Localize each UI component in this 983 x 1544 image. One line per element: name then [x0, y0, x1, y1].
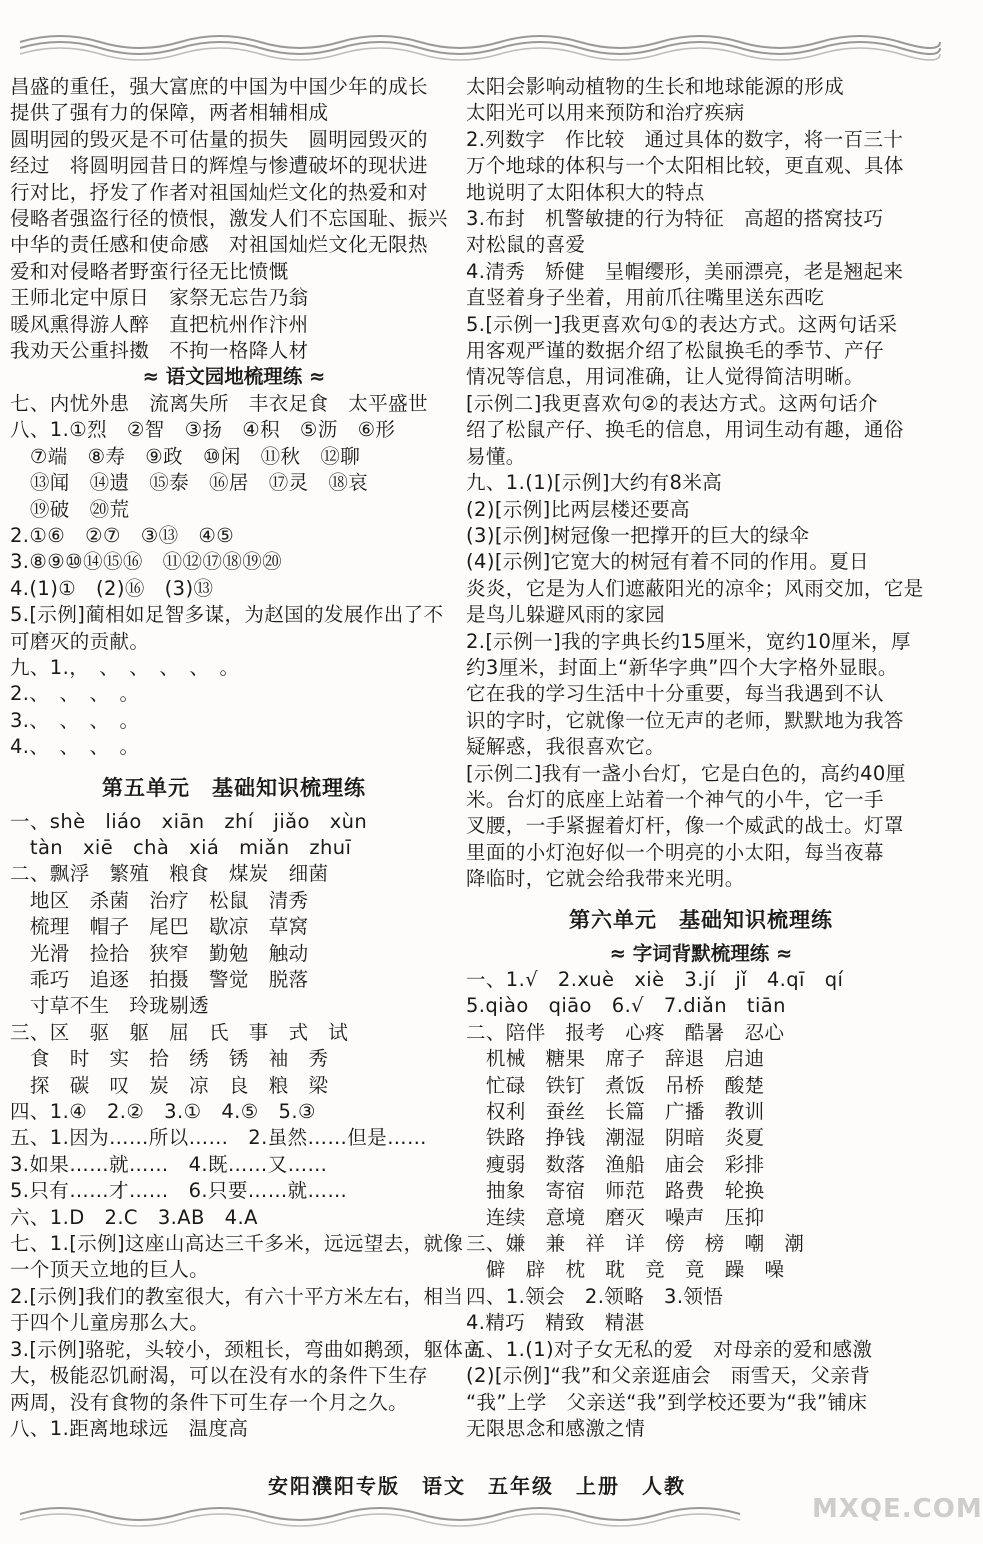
answer-line: 可磨灭的贡献。 — [10, 629, 150, 653]
answer-line: 3.布封 机警敏捷的行为特征 高超的搭窝技巧 — [466, 207, 884, 231]
answer-line: ⑲破 ⑳荒 — [10, 497, 130, 521]
answer-line: “我”上学 父亲送“我”到学校还要为“我”铺床 — [466, 1390, 868, 1414]
answer-line: [示例二]我更喜欢句②的表达方式。这两句话介 — [466, 391, 878, 415]
answer-line: 2.列数字 作比较 通过具体的数字，将一百三十 — [466, 127, 904, 151]
answer-line: 用客观严谨的数据介绍了松鼠换毛的季节、产仔 — [466, 339, 884, 363]
answer-line: 瘦弱 数落 渔船 庙会 彩排 — [466, 1152, 765, 1176]
answer-line: 铁路 挣钱 潮湿 阴暗 炎夏 — [466, 1126, 765, 1150]
answer-line: 一、1.√ 2.xuè xiè 3.jí jǐ 4.qī qí — [466, 968, 844, 991]
answer-line: 八、1.距离地球远 温度高 — [10, 1416, 249, 1440]
answer-line: 探 碳 叹 炭 凉 良 粮 梁 — [10, 1073, 329, 1097]
answer-line: 侵略者强盗行径的愤恨，激发人们不忘国耻、振兴 — [10, 207, 448, 231]
watermark-text: MXQE.COM — [812, 1494, 983, 1524]
answer-line: 5.[示例一]我更喜欢句①的表达方式。这两句话采 — [466, 312, 898, 336]
answer-line: 经过 将圆明园昔日的辉煌与惨遭破坏的现状进 — [10, 154, 428, 178]
answer-line: 连续 意境 磨灭 噪声 压抑 — [466, 1205, 765, 1229]
answer-line: ⑬闻 ⑭遗 ⑮泰 ⑯居 ⑰灵 ⑱哀 — [10, 471, 369, 495]
answer-line: 它在我的学习生活中十分重要，每当我遇到不认 — [466, 682, 884, 706]
answer-line: (4)[示例]它宽大的树冠有着不同的作用。夏日 — [466, 550, 870, 574]
answer-line: 直竖着身子坐着，用前爪往嘴里送东西吃 — [466, 286, 825, 310]
answer-line: 九、1.(1)[示例]大约有8米高 — [466, 471, 723, 495]
answer-line: 大，极能忍饥耐渴，可以在没有水的条件下生存 — [10, 1364, 428, 1388]
answer-line: 三、嫌 兼 祥 详 傍 榜 嘲 潮 — [466, 1232, 805, 1256]
answer-line: (2)[示例]比两层楼还要高 — [466, 497, 690, 521]
answer-line: 暖风熏得游人醉 直把杭州作汴州 — [10, 312, 309, 336]
answer-line: 疑解惑，我很喜欢它。 — [466, 735, 666, 759]
answer-line: 八、1.①烈 ②智 ③扬 ④积 ⑤沥 ⑥形 — [10, 418, 396, 442]
answer-line: 4.、 、 、 。 — [10, 735, 140, 759]
answer-line: 一个顶天立地的巨人。 — [10, 1258, 210, 1282]
answer-line: 情况等信息，用词准确，让人觉得简洁明晰。 — [466, 365, 865, 389]
page-footer: 安阳濮阳专版 语文 五年级 上册 人教 — [268, 1474, 686, 1498]
answer-line: 七、1.[示例]这座山高达三千多米，远远望去，就像 — [10, 1232, 464, 1256]
answer-line: 4.(1)① (2)⑯ (3)⑬ — [10, 576, 214, 600]
answer-line: 四、1.④ 2.② 3.① 4.⑤ 5.③ — [10, 1100, 316, 1124]
answer-line: 地说明了太阳体积大的特点 — [466, 180, 705, 204]
answer-line: 行对比，抒发了作者对祖国灿烂文化的热爱和对 — [10, 180, 428, 204]
answer-line: 圆明园的毁灭是不可估量的损失 圆明园毁灭的 — [10, 127, 428, 151]
answer-line: 地区 杀菌 治疗 松鼠 清秀 — [10, 888, 309, 912]
answer-line: (2)[示例]“我”和父亲逛庙会 雨雪天，父亲背 — [466, 1364, 871, 1388]
answer-line: 叉腰，一手紧握着灯杆，像一个威武的战士。灯罩 — [466, 814, 904, 838]
answer-line: 忙碌 铁钉 煮饭 吊桥 酸楚 — [466, 1073, 765, 1097]
answer-line: 梳理 帽子 尾巴 歇凉 草窝 — [10, 915, 309, 939]
section-heading-garden: ≈ 语文园地梳理练 ≈ — [142, 365, 326, 389]
answer-line: 3.[示例]骆驼，头较小，颈粗长，弯曲如鹅颈，躯体高 — [10, 1337, 484, 1361]
answer-line: 九、1.， 、 、 、 、 。 — [10, 655, 240, 679]
answer-line: 僻 辟 枕 耽 竞 竟 躁 噪 — [466, 1258, 785, 1282]
answer-line: 5.qiào qiāo 6.√ 7.diǎn tiān — [466, 994, 786, 1018]
answer-line: 约3厘米，封面上“新华字典”四个大字格外显眼。 — [466, 655, 898, 679]
answer-line: 3.⑧⑨⑩⑭⑮⑯ ⑪⑫⑰⑱⑲⑳ — [10, 550, 283, 574]
answer-line: 米。台灯的底座上站着一个神气的小牛，它一手 — [466, 787, 884, 811]
answer-line: 无限思念和感激之情 — [466, 1416, 646, 1440]
answer-line: 易懂。 — [466, 444, 526, 468]
answer-line: 2.[示例一]我的字典长约15厘米，宽约10厘米，厚 — [466, 629, 911, 653]
answer-line: 光滑 捡拾 狭窄 勤勉 触动 — [10, 941, 309, 965]
answer-line: 两周，没有食物的条件下可生存一个月之久。 — [10, 1390, 409, 1414]
answer-line: 中华的责任感和使命感 对祖国灿烂文化无限热 — [10, 233, 428, 257]
answer-line: 提供了强有力的保障，两者相辅相成 — [10, 101, 329, 125]
answer-line: 对松鼠的喜爱 — [466, 233, 586, 257]
answer-line: 抽象 寄宿 师范 路费 轮换 — [466, 1179, 765, 1203]
answer-line: 5.[示例]蔺相如足智多谋，为赵国的发展作出了不 — [10, 603, 444, 627]
answer-line: 三、区 驱 躯 屈 氏 事 式 试 — [10, 1020, 349, 1044]
answer-line: 昌盛的重任，强大富庶的中国为中国少年的成长 — [10, 75, 428, 98]
answer-line: ⑦端 ⑧寿 ⑨政 ⑩闲 ⑪秋 ⑫聊 — [10, 444, 361, 468]
answer-line: 我劝天公重抖擞 不拘一格降人材 — [10, 339, 309, 363]
answer-line: 3.如果……就…… 4.既……又…… — [10, 1152, 328, 1176]
bottom-wave-border — [0, 1494, 954, 1544]
answer-line: (3)[示例]树冠像一把撑开的巨大的绿伞 — [466, 523, 810, 547]
answer-line: 食 时 实 拾 绣 锈 袖 秀 — [10, 1047, 329, 1071]
answer-line: 4.清秀 矫健 呈帽缨形，美丽漂亮，老是翘起来 — [466, 259, 904, 283]
answer-line: 降临时，它就会给我带来光明。 — [466, 867, 745, 891]
answer-line: 寸草不生 玲珑剔透 — [10, 994, 210, 1018]
answer-line: 于四个儿童房那么大。 — [10, 1311, 210, 1335]
answer-line: 六、1.D 2.C 3.AB 4.A — [10, 1205, 258, 1229]
answer-line: 五、1.因为……所以…… 2.虽然……但是…… — [10, 1126, 427, 1150]
answer-line: 二、陪伴 报考 心疼 酷暑 忍心 — [466, 1020, 785, 1044]
answer-line: 2.[示例]我们的教室很大，有六十平方米左右，相当 — [10, 1284, 464, 1308]
top-wave-border — [0, 22, 954, 72]
answer-line: 是鸟儿躲避风雨的家园 — [466, 603, 666, 627]
answer-line: 绍了松鼠产仔、换毛的信息，用词生动有趣，通俗 — [466, 418, 904, 442]
answer-line: 王师北定中原日 家祭无忘告乃翁 — [10, 286, 309, 310]
answer-line: 4.精巧 精致 精湛 — [466, 1311, 645, 1335]
answer-line: 5.只有……才…… 6.只要……就…… — [10, 1179, 348, 1203]
answer-line: 里面的小灯泡好似一个明亮的小太阳，每当夜幕 — [466, 840, 884, 864]
answer-line: 爱和对侵略者野蛮行径无比愤慨 — [10, 259, 289, 283]
answer-line: 五、1.(1)对子女无私的爱 对母亲的爱和感激 — [466, 1337, 873, 1361]
answer-line: 太阳会影响动植物的生长和地球能源的形成 — [466, 75, 845, 98]
answer-line: 四、1.领会 2.领略 3.领悟 — [466, 1284, 724, 1308]
answer-line: 权利 蚕丝 长篇 广播 教训 — [466, 1100, 765, 1124]
answer-line: 炎炎，它是为人们遮蔽阳光的凉伞；风雨交加，它是 — [466, 576, 924, 600]
answer-line: 一、shè liáo xiān zhí jiǎo xùn — [10, 809, 368, 833]
answer-line: 二、飘浮 繁殖 粮食 煤炭 细菌 — [10, 862, 329, 886]
section-heading-unit6: 第六单元 基础知识梳理练 — [569, 907, 833, 932]
left-column — [0, 74, 484, 1442]
section-heading-words: ≈ 字词背默梳理练 ≈ — [609, 941, 793, 965]
answer-line: 机械 糖果 席子 辞退 启迪 — [466, 1047, 765, 1071]
right-column — [466, 74, 936, 1442]
answer-line: 识的字时，它就像一位无声的老师，默默地为我答 — [466, 708, 904, 732]
answer-line: 3.、 、 、 。 — [10, 708, 140, 732]
answer-line: 2.①⑥ ②⑦ ③⑬ ④⑤ — [10, 523, 235, 547]
section-heading-unit5: 第五单元 基础知识梳理练 — [102, 775, 366, 800]
answer-line: 七、内忧外患 流离失所 丰衣足食 太平盛世 — [10, 391, 428, 415]
answer-line: tàn xiē chà xiá miǎn zhuī — [10, 835, 352, 859]
answer-line: 乖巧 追逐 拍摄 警觉 脱落 — [10, 968, 309, 991]
answer-line: 万个地球的体积与一个太阳相比较，更直观、具体 — [466, 154, 904, 178]
answer-line: 太阳光可以用来预防和治疗疾病 — [466, 101, 745, 125]
answer-line: 2.、 、 、 。 — [10, 682, 140, 706]
answer-line: [示例二]我有一盏小台灯，它是白色的，高约40厘 — [466, 761, 906, 785]
